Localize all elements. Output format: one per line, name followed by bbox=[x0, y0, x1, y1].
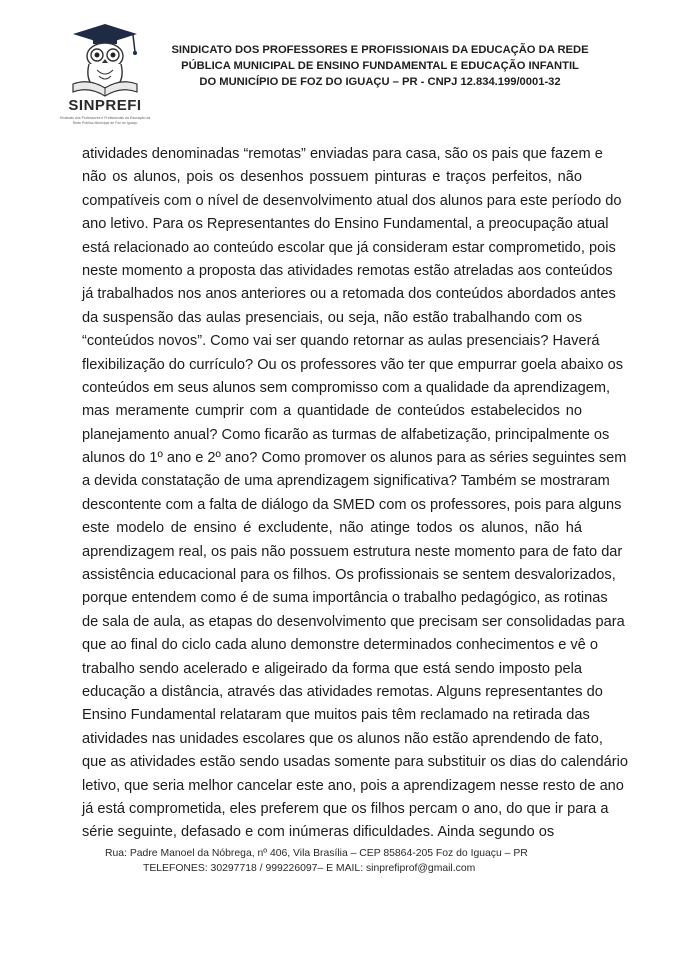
letterhead-line: SINDICATO DOS PROFESSORES E PROFISSIONAIS DA EDUCAÇÃO DA REDE bbox=[171, 44, 589, 56]
footer-contact: TELEFONES: 30297718 / 999226097– E MAIL: sinprefiprof@gmail.com bbox=[143, 863, 476, 874]
body-line: já trabalhados nos anos anteriores ou a retomada dos conteúdos abordados antes bbox=[82, 286, 616, 303]
body-line: atividades nas unidades escolares que os alunos não estão aprendendo de fato, bbox=[82, 730, 603, 747]
body-line: mas meramente cumprir com a quantidade de conteúdos estabelecidos no bbox=[82, 403, 582, 420]
letterhead-line: PÚBLICA MUNICIPAL DE ENSINO FUNDAMENTAL E EDUCAÇÃO INFANTIL bbox=[181, 60, 579, 72]
body-line: educação a distância, através das atividades remotas. Alguns representantes do bbox=[82, 683, 603, 700]
body-line: que ao final do ciclo cada aluno demonstre determinados conhecimentos e vê o bbox=[82, 637, 598, 654]
body-line: assistência educacional para os filhos. Os profissionais se sentem desvalorizados, bbox=[82, 567, 616, 584]
page-footer bbox=[80, 846, 560, 876]
body-line: compatíveis com o nível de desenvolvimento atual dos alunos para este período do bbox=[82, 192, 622, 209]
body-line: planejamento anual? Como ficarão as turmas de alfabetização, principalmente os bbox=[82, 426, 610, 443]
footer-address: Rua: Padre Manoel da Nóbrega, nº 406, Vila Brasília – CEP 85864-205 Foz do Iguaçu – PR bbox=[105, 848, 528, 859]
body-line: não os alunos, pois os desenhos possuem pinturas e traços perfeitos, não bbox=[82, 169, 582, 186]
letterhead-line: DO MUNICÍPIO DE FOZ DO IGUAÇU – PR - CNPJ 12.834.199/0001-32 bbox=[199, 76, 561, 88]
body-line: alunos do 1º ano e 2º ano? Como promover os alunos para as séries seguintes sem bbox=[82, 450, 627, 467]
logo-name: SINPREFI bbox=[68, 97, 142, 114]
body-line: letivo, que seria melhor cancelar este ano, pois a aprendizagem nesse resto de ano bbox=[82, 777, 624, 794]
body-line: “conteúdos novos”. Como vai ser quando retornar as aulas presenciais? Haverá bbox=[82, 333, 600, 350]
sinprefi-logo bbox=[55, 22, 165, 132]
body-line: Ensino Fundamental relataram que muitos pais têm reclamado na retirada das bbox=[82, 707, 590, 724]
body-line: neste momento a proposta das atividades remotas estão atreladas aos conteúdos bbox=[82, 262, 613, 279]
body-line: que as atividades estão sendo usadas somente para substituir os dias do calendário bbox=[82, 754, 628, 771]
body-line: atividades denominadas “remotas” enviadas para casa, são os pais que fazem e bbox=[82, 146, 603, 162]
body-line: de sala de aula, as etapas do desenvolvimento que precisam ser consolidadas para bbox=[82, 613, 625, 630]
owl-graduate-icon bbox=[55, 22, 155, 102]
body-line: trabalho sendo acelerado e aligeirado da forma que está sendo imposto pela bbox=[82, 660, 582, 677]
body-line: flexibilização do currículo? Ou os professores vão ter que empurrar goela abaixo os bbox=[82, 356, 624, 373]
document-body bbox=[82, 143, 628, 845]
body-line: a devida constatação de uma aprendizagem significativa? Também se mostraram bbox=[82, 473, 610, 490]
body-line: este modelo de ensino é excludente, não atinge todos os alunos, não há bbox=[82, 520, 582, 537]
letterhead bbox=[165, 42, 595, 90]
body-line: já está comprometida, eles preferem que os filhos percam o ano, do que ir para a bbox=[82, 800, 609, 817]
body-line: série seguinte, defasado e com inúmeras dificuldades. Ainda segundo os bbox=[82, 824, 555, 841]
body-line: conteúdos em seus alunos sem compromisso com a qualidade da aprendizagem, bbox=[82, 379, 611, 396]
body-line: da suspensão das aulas presenciais, ou seja, não estão trabalhando com os bbox=[82, 309, 582, 326]
logo-subtitle: Sindicato dos Professores e Profissionais da Educação da Rede Pública Municipal de Foz do Iguaçu bbox=[59, 116, 151, 125]
body-line: descontente com a falta de diálogo da SMED com os professores, pois para alguns bbox=[82, 496, 622, 513]
body-line: ano letivo. Para os Representantes do Ensino Fundamental, a preocupação atual bbox=[82, 216, 609, 233]
body-line: aprendizagem real, os pais não possuem estrutura neste momento para de fato dar bbox=[82, 543, 623, 560]
body-line: está relacionado ao conteúdo escolar que já consideram estar comprometido, pois bbox=[82, 239, 616, 256]
body-line: porque entendem como é de suma importância o trabalho pedagógico, as rotinas bbox=[82, 590, 608, 607]
